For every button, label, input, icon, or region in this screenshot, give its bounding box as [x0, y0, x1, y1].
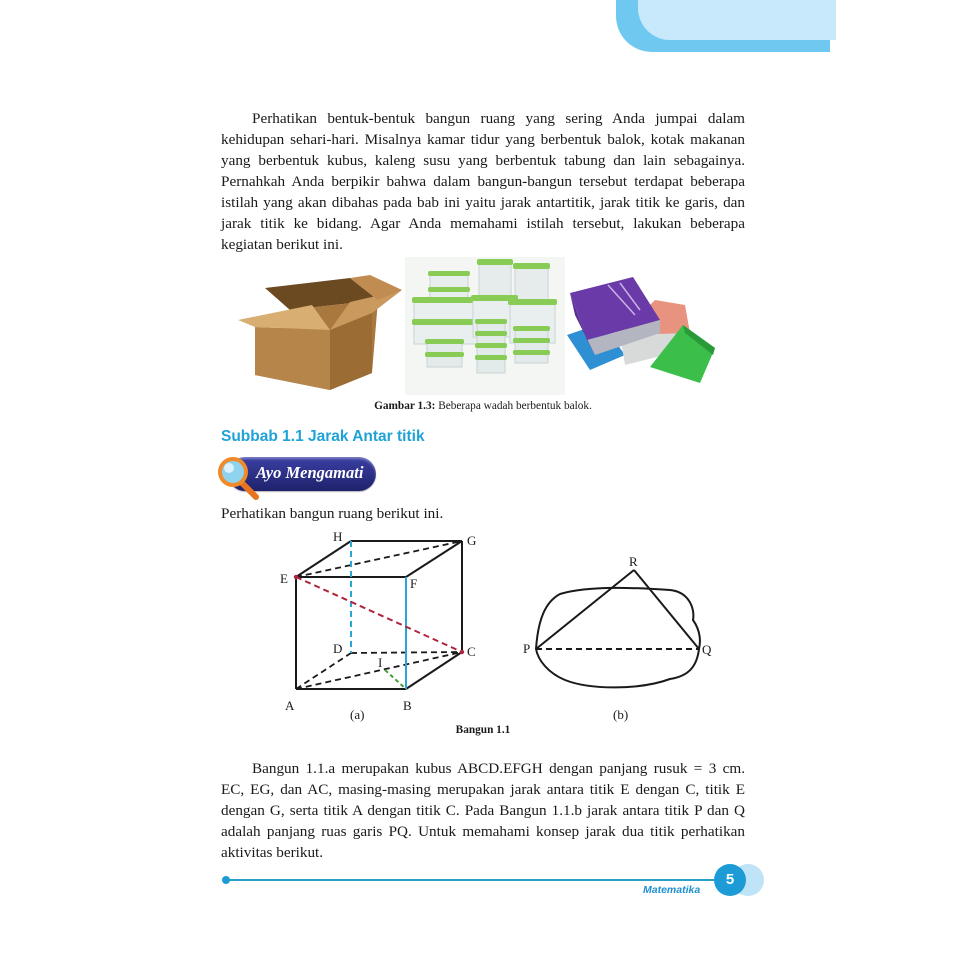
label-P: P: [523, 641, 531, 656]
intro-text: Perhatikan bentuk-bentuk bangun ruang yang sering Anda jumpai dalam kehidupan sehari-hari. Misalnya kamar tidur yang berbentuk balok, kotak makanan yang berbentuk kubus, kaleng susu yang berbentuk tabung dan lain sebagainya. Pernahkah Anda berpikir bahwa dalam bangun-bangun tersebut terdapat beberapa istilah yang akan dibahas pada bab ini yaitu jarak antartitik, jarak titik ke garis, dan jarak titik ke bidang. Agar Anda memahami istilah tersebut, lakukan beberapa kegiatan berikut ini.: [221, 110, 745, 253]
explanation-paragraph: [221, 758, 745, 863]
label-A: A: [285, 698, 295, 713]
figure-1-3-caption-label: Gambar 1.3:: [374, 400, 436, 412]
label-B: B: [403, 698, 412, 713]
irregular-shape-outline: [536, 588, 700, 688]
footer-subject: Matematika: [643, 884, 701, 896]
label-C: C: [467, 644, 476, 659]
cube-line-EC: [296, 577, 462, 652]
cube-edge-AD: [296, 653, 351, 689]
cube-line-EG: [296, 541, 462, 577]
figure-1-3-caption-text: Beberapa wadah berbentuk balok.: [435, 400, 592, 412]
point-C: [460, 650, 464, 654]
line-RQ: [634, 570, 699, 649]
label-b: (b): [613, 707, 629, 722]
section-title: Subbab 1.1 Jarak Antar titik: [221, 428, 425, 445]
label-H: H: [333, 529, 343, 544]
label-G: G: [467, 533, 477, 548]
label-E: E: [280, 571, 288, 586]
badge-label: Ayo Mengamati: [256, 463, 364, 482]
bangun-1-1-caption: Bangun 1.1: [455, 724, 511, 736]
label-D: D: [333, 641, 343, 656]
label-R: R: [629, 554, 638, 569]
explanation-text: Bangun 1.1.a merupakan kubus ABCD.EFGH dengan panjang rusuk = 3 cm. EC, EG, dan AC, masing-masing merupakan jarak antara titik E dengan C, titik E dengan G, serta titik A dengan titik C. Pada Bangun 1.1.b jarak antara titik P dan Q adalah panjang ruas garis PQ. Untuk memahami konsep jarak dua titik perhatikan aktivitas berikut.: [221, 760, 745, 861]
page-number: 5: [714, 864, 746, 896]
cube-edge-EH: [296, 541, 351, 577]
label-F: F: [410, 576, 418, 591]
section-instruction: Perhatikan bangun ruang berikut ini.: [221, 505, 444, 522]
cube-line-BI: [385, 670, 406, 689]
label-I: I: [378, 655, 383, 670]
label-a: (a): [350, 707, 365, 722]
label-Q: Q: [702, 642, 712, 657]
point-E: [294, 575, 298, 579]
line-PR: [536, 570, 634, 649]
